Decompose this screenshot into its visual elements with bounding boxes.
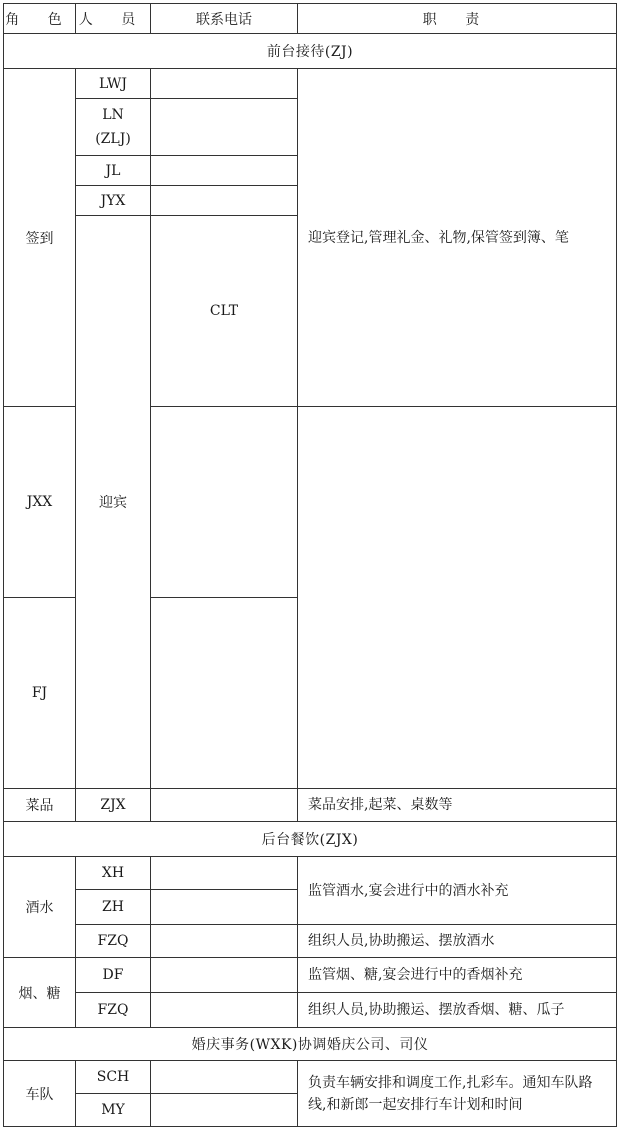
table-row bbox=[4, 69, 617, 99]
phone-cell bbox=[151, 69, 298, 99]
person-jxx: JXX bbox=[4, 407, 76, 598]
duty-drinks-fzq: 组织人员,协助搬运、摆放酒水 bbox=[298, 925, 617, 958]
header-phone-label: 联系电话 bbox=[196, 11, 252, 28]
duty-cars: 负责车辆安排和调度工作,扎彩车。通知车队路线,和新郎一起安排行车计划和时间 bbox=[298, 1061, 617, 1127]
role-signin: 签到 bbox=[4, 69, 76, 407]
phone-cell bbox=[151, 156, 298, 186]
table-row bbox=[4, 925, 617, 958]
phone-cell bbox=[151, 1061, 298, 1094]
table-row bbox=[4, 1061, 617, 1094]
person-jyx: JYX bbox=[76, 186, 151, 216]
person-ln-name: LN bbox=[102, 107, 124, 123]
duty-smoke-fzq: 组织人员,协助搬运、摆放香烟、糖、瓜子 bbox=[298, 993, 617, 1028]
role-dishes: 菜品 bbox=[4, 789, 76, 822]
phone-cell bbox=[151, 186, 298, 216]
person-jl: JL bbox=[76, 156, 151, 186]
role-smoke: 烟、糖 bbox=[4, 958, 76, 1028]
person-zh: ZH bbox=[76, 890, 151, 925]
table-row bbox=[4, 789, 617, 822]
person-ln bbox=[76, 99, 151, 156]
header-role-label: 角 色 bbox=[5, 11, 74, 28]
duty-smoke-df: 监管烟、糖,宴会进行中的香烟补充 bbox=[298, 958, 617, 993]
duty-dishes: 菜品安排,起菜、桌数等 bbox=[298, 789, 617, 822]
section-row-front bbox=[4, 34, 617, 69]
phone-cell bbox=[151, 789, 298, 822]
role-drinks: 酒水 bbox=[4, 857, 76, 958]
phone-cell bbox=[151, 99, 298, 156]
person-clt: CLT bbox=[151, 216, 298, 407]
person-df: DF bbox=[76, 958, 151, 993]
person-ln-alias: (ZLJ) bbox=[95, 131, 131, 147]
section-row-wedding bbox=[4, 1028, 617, 1061]
header-row bbox=[4, 4, 617, 34]
person-fzq-drinks: FZQ bbox=[76, 925, 151, 958]
header-person-label: 人 员 bbox=[78, 11, 148, 28]
person-fzq-smoke: FZQ bbox=[76, 993, 151, 1028]
table-row bbox=[4, 958, 617, 993]
table-row bbox=[4, 857, 617, 890]
header-person bbox=[76, 4, 151, 34]
phone-cell bbox=[151, 890, 298, 925]
table-row bbox=[4, 993, 617, 1028]
header-role bbox=[4, 4, 76, 34]
header-duty bbox=[298, 4, 617, 34]
section-title-wedding: 婚庆事务(WXK)协调婚庆公司、司仪 bbox=[4, 1028, 617, 1061]
header-duty-label: 职 责 bbox=[422, 11, 492, 28]
phone-cell bbox=[151, 857, 298, 890]
section-row-back bbox=[4, 822, 617, 857]
phone-cell bbox=[151, 925, 298, 958]
role-cars: 车队 bbox=[4, 1061, 76, 1127]
phone-cell bbox=[151, 1094, 298, 1127]
section-title-back: 后台餐饮(ZJX) bbox=[4, 822, 617, 857]
phone-cell bbox=[151, 958, 298, 993]
person-fj: FJ bbox=[4, 598, 76, 789]
person-zjx: ZJX bbox=[76, 789, 151, 822]
section-title-front: 前台接待(ZJ) bbox=[4, 34, 617, 69]
phone-cell bbox=[151, 407, 298, 598]
header-phone bbox=[151, 4, 298, 34]
duty-table bbox=[3, 3, 617, 1127]
person-my: MY bbox=[76, 1094, 151, 1127]
person-lwj: LWJ bbox=[76, 69, 151, 99]
person-xh: XH bbox=[76, 857, 151, 890]
phone-cell bbox=[151, 993, 298, 1028]
person-sch: SCH bbox=[76, 1061, 151, 1094]
duty-signin: 迎宾登记,管理礼金、礼物,保管签到簿、笔 bbox=[298, 69, 617, 407]
duty-drinks: 监管酒水,宴会进行中的酒水补充 bbox=[298, 857, 617, 925]
phone-cell bbox=[151, 598, 298, 789]
role-greet: 迎宾 bbox=[76, 216, 151, 789]
